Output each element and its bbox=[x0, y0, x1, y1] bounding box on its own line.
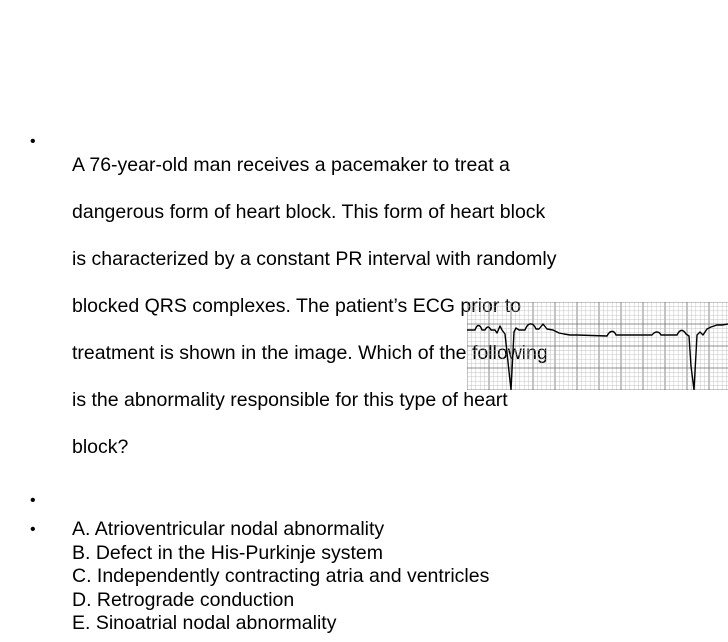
answer-choices bbox=[72, 518, 680, 636]
answer-choice-e: E. Sinoatrial nodal abnormality bbox=[72, 612, 337, 634]
question-line: blocked QRS complexes. The patient’s ECG prior to bbox=[72, 294, 522, 317]
answer-choice-a: A. Atrioventricular nodal abnormality bbox=[72, 518, 385, 540]
answer-choice-c: C. Independently contracting atria and ventricles bbox=[72, 565, 490, 587]
question-line: block? bbox=[72, 435, 129, 458]
bullet-marker: • bbox=[30, 491, 36, 509]
ecg-strip-image bbox=[467, 302, 728, 390]
answer-choice-d: D. Retrograde conduction bbox=[72, 588, 295, 611]
empty-bullet bbox=[30, 489, 680, 513]
answer-choice-b: B. Defect in the His-Purkinje system bbox=[72, 541, 384, 564]
question-line: A 76-year-old man receives a pacemaker to treat a bbox=[72, 153, 510, 176]
bullet-marker: • bbox=[30, 133, 36, 150]
question-line: treatment is shown in the image. Which of the following bbox=[72, 341, 548, 364]
choices-bullet bbox=[30, 518, 680, 636]
question-line: dangerous form of heart block. This form of heart block bbox=[72, 200, 546, 223]
question-line: is characterized by a constant PR interval with randomly bbox=[72, 247, 557, 270]
ecg-trace bbox=[467, 324, 728, 390]
bullet-marker: • bbox=[30, 521, 36, 538]
question-line: is the abnormality responsible for this type of heart bbox=[72, 388, 508, 411]
